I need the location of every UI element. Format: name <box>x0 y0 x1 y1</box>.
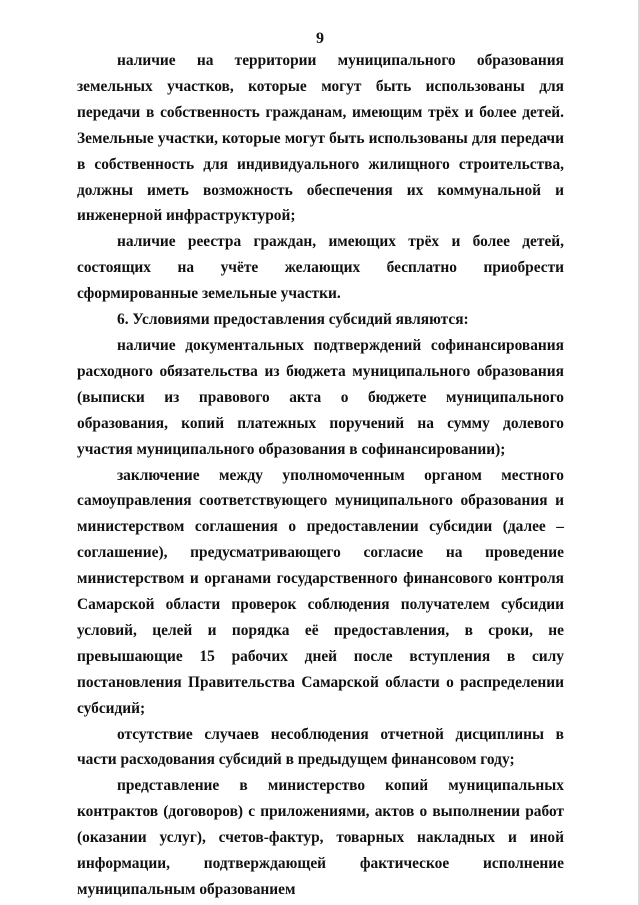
paragraph-cofinancing-documents: наличие документальных подтверждений софинансирования расходного обязательства из бюджета муниципального образования (выписки из правового акта о бюджете муниципального образования, копий платежных поручений на сумму долевого участия муниципального образования в софинансировании); <box>77 336 564 458</box>
paragraph-agreement: заключение между уполномоченным органом местного самоуправления соответствующего муниципального образования и министерством соглашения о предоставлении субсидии (далее – соглашение), предусматривающего согласие на проведение министерством и органами государственного финансового контроля Самарской области проверок соблюдения получателем субсидии условий, целей и порядка её предоставления, в сроки, не превышающие 15 рабочих дней после вступления в силу постановления Правительства Самарской области о распределении субсидий; <box>77 466 564 717</box>
paragraph-citizen-registry: наличие реестра граждан, имеющих трёх и более детей, состоящих на учёте желающих бесплатно приобрести сформированные земельные участки. <box>77 233 564 303</box>
paragraph-subsidy-conditions-heading: 6. Условиями предоставления субсидий являются: <box>117 311 469 329</box>
document-body <box>77 48 564 903</box>
paragraph-reporting-discipline: отсутствие случаев несоблюдения отчетной дисциплины в части расходования субсидий в предыдущем финансовом году; <box>77 725 564 769</box>
paragraph-contracts-submission: представление в министерство копий муниципальных контрактов (договоров) с приложениями, актов о выполнении работ (оказании услуг), счетов-фактур, товарных накладных и иной информации, подтверждающей фактическое исполнение муниципальным образованием <box>77 777 564 898</box>
paragraph-land-plots: наличие на территории муниципального образования земельных участков, которые могут быть использованы для передачи в собственность гражданам, имеющим трёх и более детей. Земельные участки, которые могут быть использованы для передачи в собственность для индивидуального жилищного строительства, должны иметь возможность обеспечения их коммунальной и инженерной инфраструктурой; <box>77 52 564 225</box>
page-number: 9 <box>316 30 324 47</box>
